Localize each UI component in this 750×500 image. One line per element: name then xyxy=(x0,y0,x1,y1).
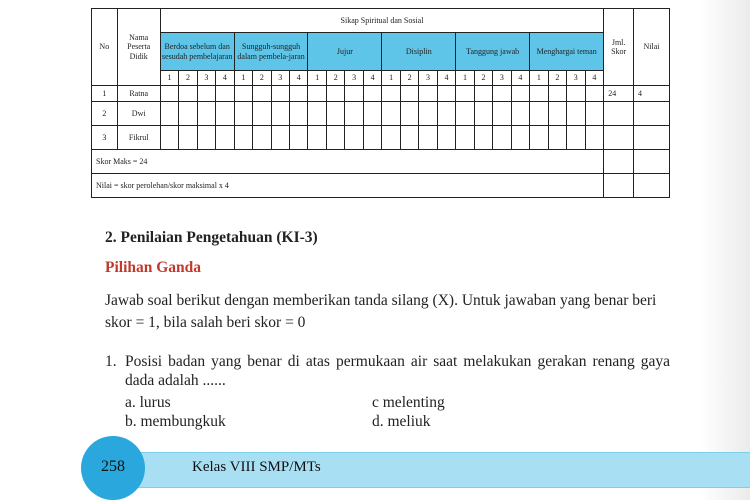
question-number: 1. xyxy=(105,353,117,370)
footer-text: Kelas VIII SMP/MTs xyxy=(192,459,321,475)
row-no: 1 xyxy=(92,86,118,102)
scale-cell: 4 xyxy=(216,71,234,86)
aspect-menghargai: Menghargai teman xyxy=(530,33,604,71)
scale-cell: 2 xyxy=(548,71,566,86)
row-name: Ratna xyxy=(117,86,160,102)
subsection-title: Pilihan Ganda xyxy=(105,259,202,276)
scale-cell: 3 xyxy=(197,71,215,86)
option-c: c melenting xyxy=(372,394,445,411)
scale-cell: 3 xyxy=(567,71,585,86)
skor-maks: Skor Maks = 24 xyxy=(92,150,604,174)
scale-cell: 1 xyxy=(530,71,548,86)
header-nilai: Nilai xyxy=(634,9,670,86)
scale-cell: 3 xyxy=(493,71,511,86)
scale-cell: 2 xyxy=(179,71,197,86)
attitude-assessment-table xyxy=(91,8,670,198)
scale-cell: 4 xyxy=(437,71,455,86)
scale-cell: 1 xyxy=(456,71,474,86)
aspect-berdoa: Berdoa sebelum dan sesudah pembelajaran xyxy=(160,33,234,71)
row-nilai xyxy=(634,102,670,126)
row-jml: 24 xyxy=(604,86,634,102)
scale-cell: 1 xyxy=(160,71,178,86)
scale-cell: 4 xyxy=(511,71,529,86)
row-nilai: 4 xyxy=(634,86,670,102)
scale-cell: 2 xyxy=(253,71,271,86)
table-row xyxy=(92,102,670,126)
scale-cell: 2 xyxy=(400,71,418,86)
header-nama: Nama Peserta Didik xyxy=(117,9,160,86)
header-group-title: Sikap Spiritual dan Sosial xyxy=(160,9,604,33)
scale-cell: 3 xyxy=(419,71,437,86)
question-text: Posisi badan yang benar di atas permukaan air saat melakukan gerakan renang gaya dada adalah ...... xyxy=(125,353,670,389)
aspect-sungguh: Sungguh-sungguh dalam pembela-jaran xyxy=(234,33,308,71)
scale-cell: 4 xyxy=(585,71,604,86)
row-jml xyxy=(604,102,634,126)
row-no: 2 xyxy=(92,102,118,126)
nilai-formula: Nilai = skor perolehan/skor maksimal x 4 xyxy=(92,174,604,198)
scale-cell: 1 xyxy=(308,71,326,86)
table-row xyxy=(92,86,670,102)
page-number: 258 xyxy=(101,458,125,475)
row-name: Fikrul xyxy=(117,126,160,150)
row-name: Dwi xyxy=(117,102,160,126)
section-title: 2. Penilaian Pengetahuan (KI-3) xyxy=(105,229,318,246)
header-jml-skor: Jml. Skor xyxy=(604,9,634,86)
aspect-disiplin: Disiplin xyxy=(382,33,456,71)
header-no: No xyxy=(92,9,118,86)
scale-cell: 2 xyxy=(474,71,492,86)
aspect-tanggung-jawab: Tanggung jawab xyxy=(456,33,530,71)
scale-cell: 4 xyxy=(290,71,308,86)
scale-cell: 2 xyxy=(326,71,344,86)
option-a: a. lurus xyxy=(125,394,171,411)
row-jml xyxy=(604,126,634,150)
option-d: d. meliuk xyxy=(372,413,431,430)
scale-cell: 4 xyxy=(363,71,381,86)
instructions-text: Jawab soal berikut dengan memberikan tanda silang (X). Untuk jawaban yang benar beri skor = 1, bila salah beri skor = 0 xyxy=(105,292,657,331)
table-row xyxy=(92,126,670,150)
scale-cell: 3 xyxy=(271,71,289,86)
scale-cell: 3 xyxy=(345,71,363,86)
aspect-jujur: Jujur xyxy=(308,33,382,71)
scale-cell: 1 xyxy=(382,71,400,86)
scale-cell: 1 xyxy=(234,71,252,86)
question-1 xyxy=(105,352,670,390)
page-edge-shadow xyxy=(700,0,750,500)
option-b: b. membungkuk xyxy=(125,413,226,430)
row-nilai xyxy=(634,126,670,150)
row-no: 3 xyxy=(92,126,118,150)
